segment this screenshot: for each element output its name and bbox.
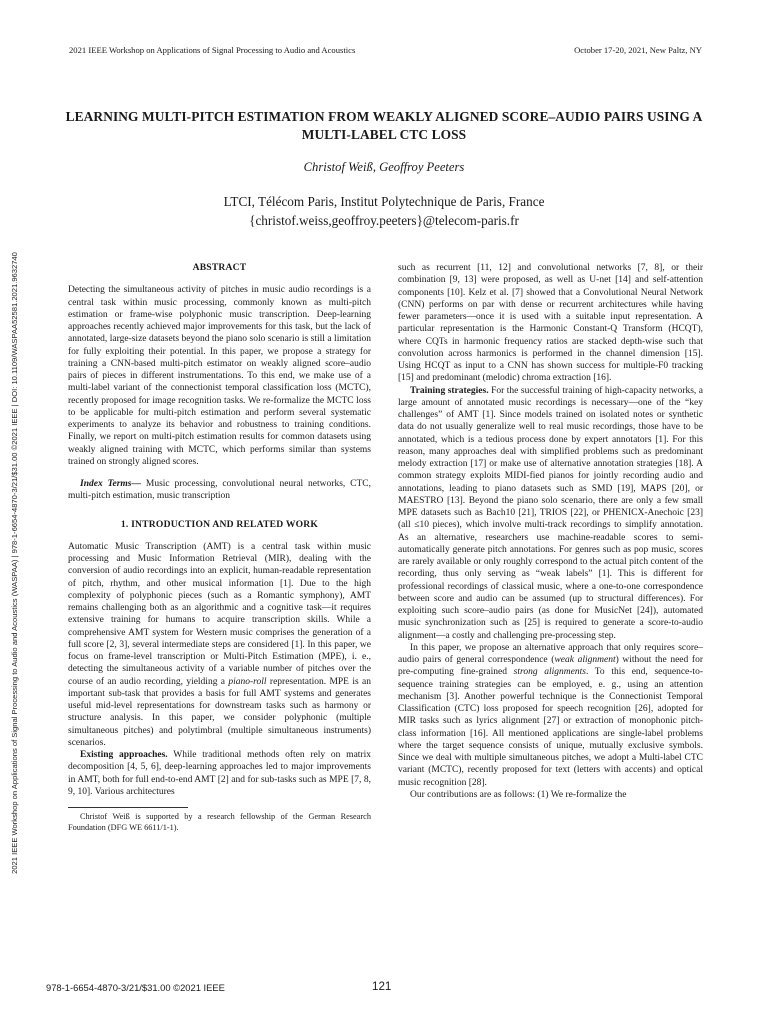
intro-paragraph-2	[68, 749, 371, 798]
contributions-paragraph: Our contributions are as follows: (1) We re-formalize the	[410, 789, 627, 800]
abstract-heading: ABSTRACT	[192, 262, 247, 273]
intro-p1-emphasis: piano-roll	[228, 676, 267, 687]
affiliation	[60, 192, 708, 230]
running-header-left: 2021 IEEE Workshop on Applications of Signal Processing to Audio and Acoustics	[69, 45, 356, 55]
intro-p1-text-a: Automatic Music Transcription (AMT) is a central task within music processing and Music Information Retrieval (MIR), dealing with the conversion of audio recordings into an explicit, human-readable representation of pitch, rhythm, and other musical information [1]. Due to the high complexity of polyphonic pieces (such as a Romantic symphony), AMT remains challenging both as an algorithmic and a cognitive task—it requires extensive training for humans to acquire transcription skills. While a comprehensive AMT system for Western music comprises the generation of a full score [2, 3], several intermediate steps are considered [1]. In this paper, we focus on frame-level transcription or Multi-Pitch Estimation (MPE), i. e., detecting the simultaneous activity of a variable number of pitches over the course of an audio recording, yielding a	[68, 541, 371, 687]
proposal-paragraph	[398, 642, 703, 789]
intro-p1-text-b: representation. MPE is an important sub-task that provides a basis for full AMT systems and generates useful mid-level representations for downstream tasks such as harmony or structure analysis. In this paper, we consider polyphonic (multiple simultaneous pitches) and polytimbral (multiple simultaneous instruments) scenarios.	[68, 676, 371, 748]
training-strategies-head: Training strategies.	[410, 385, 489, 396]
footer-copyright: 978-1-6654-4870-3/21/$31.00 ©2021 IEEE	[46, 982, 225, 993]
running-header-right: October 17-20, 2021, New Paltz, NY	[574, 45, 702, 55]
existing-approaches-text: While traditional methods often rely on matrix decomposition [4, 5, 6], deep-learning approaches led to major improvements in AMT, both for full end-to-end AMT [2] and for sub-tasks such as MPE [7, 8, 9, 10]. Various architectures	[68, 750, 371, 797]
affiliation-institution: LTCI, Télécom Paris, Institut Polytechnique de Paris, France	[223, 194, 545, 209]
proposal-text-b: ) without the need for pre-computing fine-grained	[398, 655, 703, 678]
proposal-text-c: . To this end, sequence-to-sequence training strategies can be employed, e. g., using an attention mechanism [3]. Another powerful technique is the Connectionist Temporal Classification (CTC) loss proposed for speech recognition [26], adopted for MIR tasks such as lyrics alignment [27] or extraction of monophonic pitch-class information [16]. All mentioned applications are single-label problems where the target sequence consists of unique, mutually exclusive symbols. Since we deal with multiple simultaneous pitches, we adopt a Multi-label CTC variant (MCTC), recently proposed for text (letters with accents) and optical music recognition [28].	[398, 667, 703, 788]
index-terms-label: Index Terms—	[80, 479, 141, 489]
left-column	[68, 262, 371, 833]
abstract-text: Detecting the simultaneous activity of pitches in music audio recordings is a central task within music processing, commonly known as multi-pitch estimation or frame-wise polyphonic music transcription. Deep-learning approaches recently achieved major improvements for this task, but the lack of annotated, large-size datasets beyond the piano solo scenario is still a limitation for fully exploiting their potential. In this paper, we propose a strategy for training a CNN-based multi-pitch estimator on weakly aligned score–audio pairs of pieces in different instrumentations. To this end, we make use of a multi-label variant of the connectionist temporal classification loss (MCTC), recently proposed for image recognition tasks. We re-formalize the MCTC loss to be applicable for multi-pitch estimation and perform several systematic experiments to analyze its behavior and robustness to training conditions. Finally, we report on multi-pitch estimation results for common datasets using weakly aligned training with MCTC, which performs similar than systems trained on strongly aligned scores.	[68, 285, 371, 467]
proposal-emphasis-weak: weak alignment	[554, 655, 616, 665]
paper-title: LEARNING MULTI-PITCH ESTIMATION FROM WEAKLY ALIGNED SCORE–AUDIO PAIRS USING A MULTI-LABEL CTC LOSS	[65, 109, 703, 142]
training-strategies-text: For the successful training of high-capacity networks, a large amount of annotated music recordings is necessary—one of the “key challenges” of AMT [1]. Since models trained on isolated notes or synthetic data do not usually generalize well to real music recordings, those have to be annotated, which is a tedious process done by expert annotators [1]. For this reason, many approaches deal with simplified problems such as predominant melody extraction [17] or make use of alternative annotation strategies [18]. A common strategy exploits MIDI-fied pianos for jointly recording audio and annotations, leading to piano datasets such as SMD [19], MAPS [20], or MAESTRO [13]. Beyond the piano solo scenario, there are only a few small MPE datasets such as Bach10 [21], TRIOS [22], or PHENICX-Anechoic [23] (all ≤10 pieces), which involve multi-track recordings to simplify annotation. As an alternative, researchers use machine-readable scores to semi-automatically generate pitch annotations. For genres such as pop music, scores are rarely available or only roughly correspond to the actual pitch content of the recording, thus only serving as “weak labels” [1]. This is different for professional recordings of classical music, where a one-to-one correspondence between score and audio can be assumed (up to structural differences). For exploiting such score–audio pairs (as done for MusicNet [24]), automated music synchronization such as [25] is required to generate a score-to-audio alignment—a costly and challenging pre-processing step.	[398, 385, 703, 641]
side-identifier: 2021 IEEE Workshop on Applications of Signal Processing to Audio and Acoustics (WASPAA) | 978-1-6654-4870-3/21/$31.00 ©2021 IEEE | DOI: 10.1109/WASPAA52581.2021.9632740	[10, 252, 19, 874]
page-number: 121	[372, 980, 392, 993]
training-strategies-paragraph	[398, 385, 703, 642]
intro-paragraph-1	[68, 541, 371, 749]
authors: Christof Weiß, Geoffroy Peeters	[303, 160, 465, 174]
right-paragraph-1: such as recurrent [11, 12] and convolutional networks [7, 8], or their combination [9, 13] were proposed, as well as U-net [14] and self-attention components [10]. Kelz et al. [7] showed that a Convolutional Neural Network (CNN) performs on par with dense or recurrent architectures while having fewer parameters—once it is used with a suitable input representation. A particular representation is the Harmonic Constant-Q Transform (HCQT), where CQTs in harmonic frequency ratios are stacked depth-wise such that convolution across harmonics is performed in the channel dimension [15]. Using HCQT as input to a CNN has shown success for multiple-F0 tracking [15] and predominant (melodic) chroma extraction [16].	[398, 263, 703, 384]
proposal-text-a: In this paper, we propose an alternative approach that only requires score–audio pairs of general correspondence (	[398, 642, 703, 665]
proposal-emphasis-strong: strong alignments	[513, 667, 586, 678]
right-column	[398, 262, 703, 801]
affiliation-email: {christof.weiss,geoffroy.peeters}@telecom-paris.fr	[249, 213, 519, 228]
footnote-rule	[68, 807, 188, 808]
existing-approaches-head: Existing approaches.	[80, 750, 168, 760]
intro-heading: 1. INTRODUCTION AND RELATED WORK	[120, 518, 319, 530]
index-terms	[68, 478, 371, 503]
footnote: Christof Weiß is supported by a research fellowship of the German Research Foundation (DFG WE 6611/1-1).	[68, 812, 371, 832]
index-terms-text: Music processing, convolutional neural networks, CTC, multi-pitch estimation, music transcription	[68, 479, 371, 502]
